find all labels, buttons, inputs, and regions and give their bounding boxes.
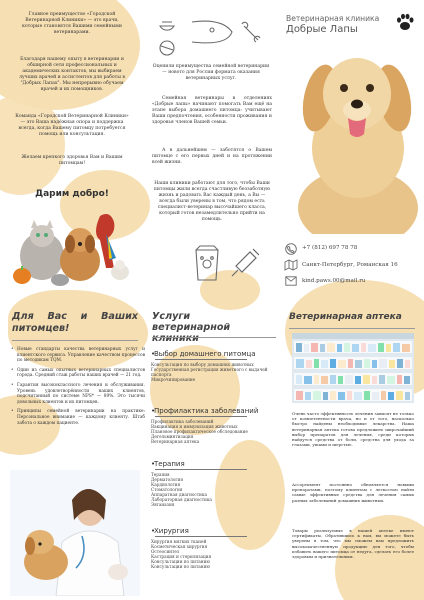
pharmacy-paragraph-1: Очень часто эффективность лечения зависит не только от компетентности врача, но и от того, насколько быстро найдены необходимые лекарства. Наша ветеринарная аптека готова предложить широчайший выбор препаратов для лечения, среди которых найдутся средства от боли, средства для ухода за глазами, ушами и шерстью. (292, 411, 414, 448)
service-item: Кардиология (151, 481, 181, 487)
service-item: Дерматология (151, 476, 183, 482)
service-item: Плановое профилактическое обследование (151, 428, 248, 434)
pets-benefits-list (10, 347, 145, 430)
service-group-rule (155, 359, 247, 360)
ball-icon (161, 46, 173, 50)
service-group (151, 527, 277, 569)
section-divider (12, 340, 138, 341)
list-item: • Гарантия высококлассного лечения и обслуживания. Уровень удовлетворённости наших клиентов, подсчитанный по системе NPS* — 89%. Это тысячи довольных клиентов и их питомцев. (17, 383, 145, 405)
pets-section-title: Для Вас и Ваших питомцев! (12, 311, 138, 334)
service-item: Лабораторная диагностика (151, 496, 212, 502)
family-vet-paragraph-1: Оценили преимущества семейной ветеринарии — новото для России формата оказания ветеринарных услуг. (152, 64, 270, 81)
service-group (151, 460, 277, 507)
map-icon (284, 259, 298, 271)
service-item: Стоматология (151, 486, 183, 492)
bone-icon (242, 22, 260, 42)
service-group (151, 350, 277, 382)
service-item: Дегельминтизация (151, 433, 194, 439)
pharmacy-section-title: Ветеринарная аптека (289, 312, 402, 322)
service-group-heading: •Хирургия (151, 527, 189, 535)
pharmacy-paragraph-2: Ассортимент постоянно обновляется новыми препаратами, поэтому клиентам с легкостью найти самые эффективные средства для лечения самых разных заболеваний домашних животных. (292, 482, 414, 503)
paw-icon (395, 12, 415, 32)
service-item: Аппаратная диагностика (151, 491, 207, 497)
intro-paragraph-2: Благодаря нашему опыту в ветеринарии и обширной сети профессиональных и академических контактов, мы выбираем лучших врачей и ассистентов для работы в "Добрых Лапах". Мы непрерывно обучаем врачей и их помощников. (19, 57, 125, 92)
service-item: Государственная регистрация животного с выдачей паспорта (151, 366, 268, 377)
service-group-heading: •Профилактика заболеваний (151, 407, 259, 415)
pharmacy-paragraph-3: Товары реализуемые в нашей аптеке имеют сертификаты. Обратившись к нам, вы можете быть уверены в том, что мы сможем вам предложить высококачественную продукцию для того, чтобы избавить вашего питомца от недуга, сделать его более здоровым и признательным. (292, 528, 414, 560)
section-divider (289, 328, 415, 329)
golden-retriever-photo (278, 38, 424, 234)
vet-doctor-photo (10, 470, 140, 596)
services-title-line-2: ветеринарной клиники (152, 322, 231, 344)
list-item: • Один из самых опытных ветеринарных специалистов города. Средний стаж работы наших врачей — 21 год. (17, 368, 145, 379)
contact-email[interactable]: kind.paws.00@mail.ru (302, 278, 366, 284)
service-group-rule (155, 416, 247, 417)
service-item: Терапия (151, 471, 170, 477)
service-item: Консультация по выбору домашних животных (151, 361, 254, 367)
service-group (151, 407, 277, 444)
syringe-icon (226, 246, 262, 282)
service-item: Профилактика заболеваний (151, 418, 214, 424)
pharmacy-shelves-photo (292, 333, 414, 403)
service-item: Кастрация и стерилизация (151, 553, 212, 559)
service-item: Ветеринарная аптека (151, 438, 200, 444)
mail-icon (285, 276, 297, 286)
service-item: Консультации по питанию (151, 563, 210, 569)
section-divider (152, 337, 276, 338)
clinic-title-line-1: Ветеринарная клиника (286, 14, 380, 23)
service-group-heading: •Выбор домашнего питомца (151, 350, 256, 358)
service-group-heading: •Терапия (151, 460, 185, 468)
clinic-title-line-2: Добрые Лапы (286, 24, 358, 35)
family-vet-paragraph-3: А в дальнейшем — заботятся о Вашем питомце с его первых дней и на протяжении всей жизни. (152, 148, 272, 166)
service-group-rule (155, 536, 247, 537)
service-item: Эвтаназия (151, 502, 175, 508)
family-vet-paragraph-2: Семейная ветеринары в отделениях «Добрые лапы» начинают помогать Вам ещё на этапе выбора домашнего питомца: учитывают Ваши предпочтения, особенности проживания и здоровья членов Вашей семьи. (152, 96, 272, 126)
service-item: Остеосинтез (151, 548, 180, 554)
service-item: Консультации по питанию (151, 558, 210, 564)
service-item: Микрочипирование (151, 376, 196, 382)
services-title-line-1: Услуги (152, 311, 191, 322)
list-item: • Новые стандарты качества ветеринарных услуг и клиентского сервиса. Управление качеством процессов по методикам TQM. (17, 347, 145, 364)
service-item: Вакцинация и иммунизация животных (151, 423, 238, 429)
intro-paragraph-3: Команда «Городской Ветеринарной Клиники» — это Ваша надёжная опора и поддержка всегда, когда Вашему питомцу потребуется помощь или консультация. (15, 114, 129, 137)
service-item: Косметическая хирургия (151, 543, 208, 549)
pet-food-bag-icon (192, 244, 222, 282)
pets-group-illustration (8, 206, 138, 288)
bowl-icon (160, 22, 174, 30)
contact-address: Санкт-Петербург, Романская 16 (302, 262, 398, 268)
intro-paragraph-4: Желаем крепкого здоровья Вам и Вашим питомцам! (21, 155, 123, 166)
phone-icon (285, 243, 297, 255)
intro-paragraph-1: Главное преимущество «Городской Ветеринарной Клиники» — это врачи, которые становятся Вашими семейными ветеринарами. (22, 12, 122, 35)
contact-phone[interactable]: +7 (812) 697 78 78 (302, 245, 358, 251)
welcome-slogan: Дарим добро! (35, 189, 109, 199)
service-group-rule (155, 469, 247, 470)
service-item: Хирургия мягких тканей (151, 538, 207, 544)
decor-blob (0, 95, 65, 195)
family-vet-paragraph-4: Наши клиники работают для того, чтобы Ваши питомцы жили всегда счастливую беззаботную жизнь и радовать Вас каждый день, а Вы — всегда были уверены в том, что рядом есть специалист-ветеринар высочайшего класса, который готов незамедлительно прийти на помощь. (153, 181, 271, 222)
list-item: • Принципы семейной ветеринарии на практике: Персональное внимание — каждому клиенту. Штаб забота о каждом пациенте. (17, 409, 145, 426)
